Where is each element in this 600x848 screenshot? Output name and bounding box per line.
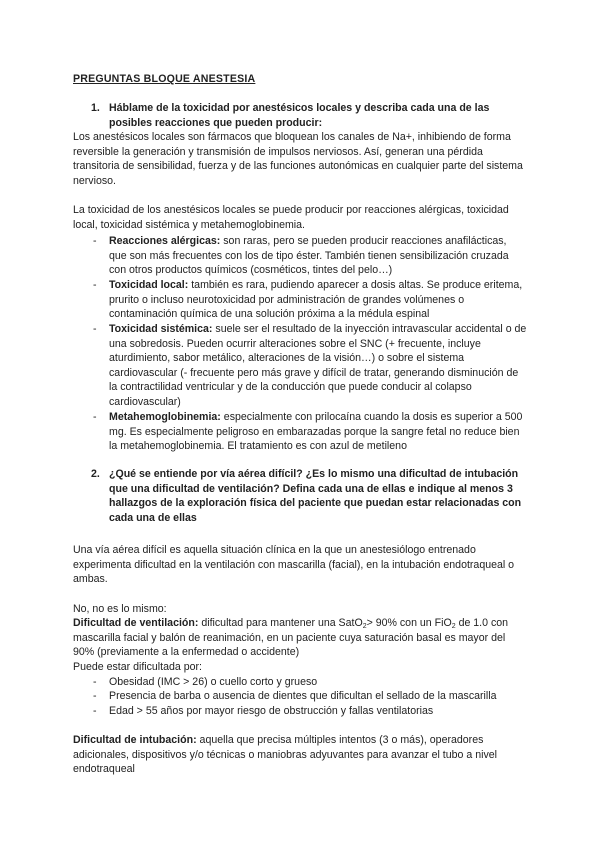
ventilacion-subscript-2: 2 <box>451 623 456 630</box>
list-item-toxicidad-local <box>109 278 527 322</box>
paragraph-anestesicos-definicion: Los anestésicos locales son fármacos que bloquean los canales de Na+, inhibiendo de forma reversible la generación y transmisión de impulsos nerviosos. Así, generan una pérdida transitoria de sensibilidad, fuerza y de las funciones autonómicas en cualquier parte del sistema nervioso. <box>73 131 523 187</box>
definition-dificultad-intubacion <box>73 733 527 777</box>
intubacion-text: aquella que precisa múltiples intentos (3 o más), operadores adicionales, dispositivos y/o técnicas o maniobras adyuvantes para avanzar el tubo a nivel endotraqueal <box>73 734 497 776</box>
ventilacion-subscript-1: 2 <box>362 623 367 630</box>
ventilacion-text-1: dificultad para mantener una SatO <box>201 617 363 629</box>
bullet-dash: - <box>93 279 97 291</box>
list-item-metahemoglobinemia <box>109 410 527 454</box>
paragraph-via-aerea-dificil: Una vía aérea difícil es aquella situación clínica en la que un anestesiólogo entrenado experimenta dificultad en la ventilación con mascarilla (facial), en la intubación endotraqueal o ambas. <box>73 544 515 586</box>
document-title: PREGUNTAS BLOQUE ANESTESIA <box>73 73 256 85</box>
paragraph-toxicidad-intro: La toxicidad de los anestésicos locales se puede producir por reacciones alérgicas, toxicidad local, toxicidad sistémica y metahemoglobinemia. <box>73 204 509 231</box>
term-toxicidad-sistemica: Toxicidad sistémica: <box>109 323 213 335</box>
list-item-reacciones-alergicas <box>109 234 527 278</box>
text-toxicidad-local: también es rara, pudiendo aparecer a dosis altas. Se produce eritema, prurito o incluso neurotoxicidad por administración de grandes volúmenes o contaminación química de una solución próxima a la médula espinal <box>109 279 523 321</box>
ventilacion-text-2: > 90% con un FiO <box>366 617 452 629</box>
list-item-toxicidad-sistemica <box>109 322 527 410</box>
paragraph-no-es-lo-mismo: No, no es lo mismo: <box>73 603 167 615</box>
definition-dificultad-ventilacion <box>73 616 527 660</box>
list-item-edad: Edad > 55 años por mayor riesgo de obstrucción y fallas ventilatorias <box>109 705 434 717</box>
bullet-dash: - <box>93 690 97 702</box>
bullet-dash: - <box>93 676 97 688</box>
list-item-barba-dientes: Presencia de barba o ausencia de dientes que dificultan el sellado de la mascarilla <box>109 690 497 702</box>
bullet-dash: - <box>93 323 97 335</box>
text-reacciones-alergicas: son raras, pero se pueden producir reacciones anafilácticas, que son más frecuentes con los de tipo éster. También tienen sensibilización cruzada con otros productos químicos (cosméticos, tintes del pelo…) <box>109 235 509 277</box>
question-2-number: 2. <box>91 468 100 480</box>
question-2-text: ¿Qué se entiende por vía aérea difícil? ¿Es lo mismo una dificultad de intubación que una dificultad de ventilación? Defina cada una de ellas e indique al menos 3 hallazgos de la exploración física del paciente que puedan estar relacionadas con cada una de ellas <box>109 468 522 524</box>
bullet-dash: - <box>93 411 97 423</box>
ventilacion-text-3: de 1.0 con mascarilla facial y balón de reanimación, en un paciente cuya saturación basal es mayor del 90% (previamente a la enfermedad o accidente) <box>73 617 509 659</box>
question-1-number: 1. <box>91 102 100 114</box>
term-dificultad-intubacion: Dificultad de intubación: <box>73 734 197 746</box>
bullet-dash: - <box>93 705 97 717</box>
term-metahemoglobinemia: Metahemoglobinemia: <box>109 411 221 423</box>
term-reacciones-alergicas: Reacciones alérgicas: <box>109 235 221 247</box>
list-item-obesidad: Obesidad (IMC > 26) o cuello corto y grueso <box>109 676 318 688</box>
text-metahemoglobinemia: especialmente con prilocaína cuando la dosis es superior a 500 mg. Es especialmente peligroso en embarazadas porque la sangre fetal no reduce bien la metahemoglobinemia. El tratamiento es con azul de metileno <box>109 411 523 453</box>
term-toxicidad-local: Toxicidad local: <box>109 279 189 291</box>
paragraph-puede-estar-dificultada: Puede estar dificultada por: <box>73 661 202 673</box>
text-toxicidad-sistemica: suele ser el resultado de la inyección intravascular accidental o de una sobredosis. Pueden ocurrir alteraciones sobre el SNC (+ frecuente, incluye aturdimiento, sabor metálico, alteraciones de la visión…) o sobre el sistema cardiovascular (- frecuente pero más grave y difícil de tratar, generando disminución de la contractilidad ventricular y de la conducción que puede conducir al colapso cardiovascular) <box>109 323 527 408</box>
term-dificultad-ventilacion: Dificultad de ventilación: <box>73 617 199 629</box>
question-1-text: Háblame de la toxicidad por anestésicos locales y describa cada una de las posibles reacciones que pueden producir: <box>109 102 490 129</box>
bullet-dash: - <box>93 235 97 247</box>
